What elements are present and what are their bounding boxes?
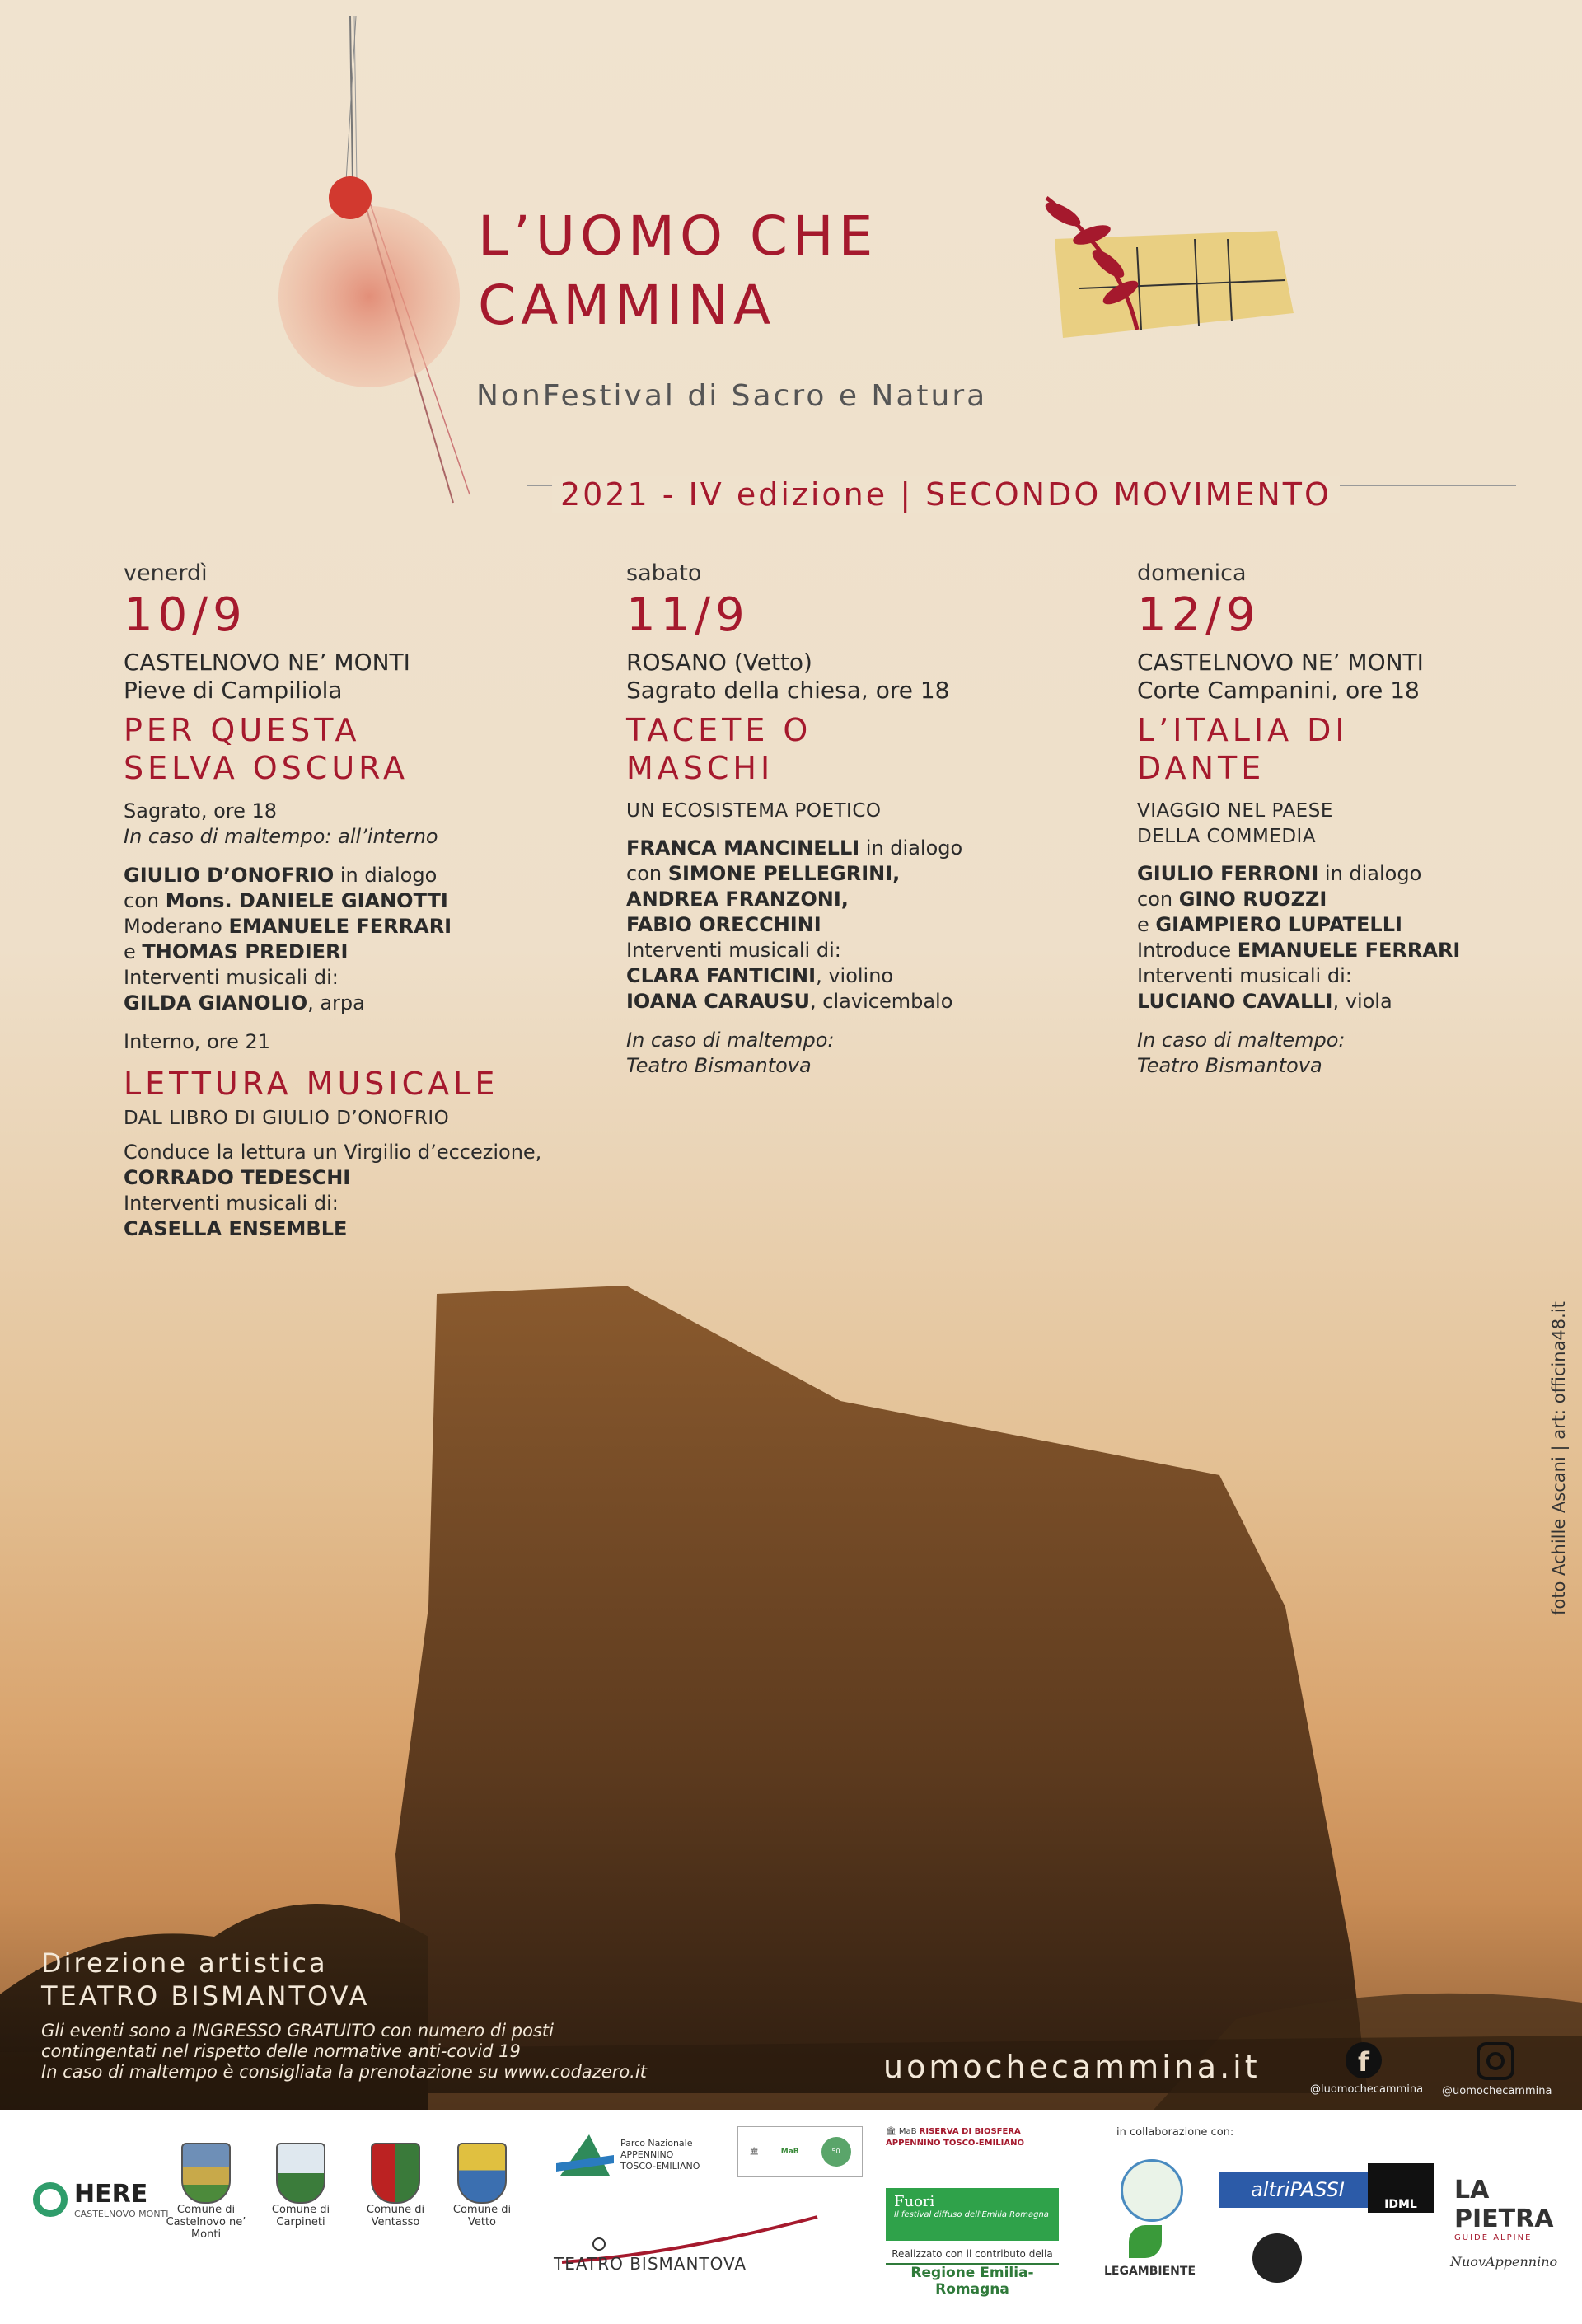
parco-mountain-icon bbox=[556, 2130, 614, 2180]
altripassi-logo: altriPASSI bbox=[1219, 2172, 1376, 2208]
crest-castelnovo: Comune di Castelnovo ne’ Monti bbox=[152, 2143, 260, 2241]
detail-line: GILDA GIANOLIO, arpa bbox=[124, 991, 365, 1014]
detail-line: con SIMONE PELLEGRINI, bbox=[626, 862, 901, 885]
laurel-stone-icon bbox=[1030, 190, 1302, 354]
idml-logo: IDML bbox=[1368, 2163, 1434, 2213]
event-venue: Corte Campanini, ore 18 bbox=[1137, 677, 1420, 704]
detail-line: Interventi musicali di: bbox=[626, 939, 841, 962]
event-details bbox=[1137, 861, 1582, 1079]
event-date: 11/9 bbox=[626, 588, 750, 642]
crest-vetto: Comune di Vetto bbox=[428, 2143, 536, 2228]
detail-line: FABIO ORECCHINI bbox=[626, 913, 821, 936]
festival-title-line2: CAMMINA bbox=[478, 274, 776, 337]
info-notes: Gli eventi sono a INGRESSO GRATUITO con numero di posti contingentati nel rispetto delle normative anti-covid 19 In caso di maltempo è consigliata la prenotazione su www.codazero.it bbox=[41, 2021, 647, 2082]
festival-title-line1: L’UOMO CHE bbox=[478, 204, 878, 268]
website-link[interactable]: uomochecammina.it bbox=[883, 2049, 1261, 2085]
crest-icon bbox=[276, 2143, 325, 2204]
detail-line: CORRADO TEDESCHI bbox=[124, 1166, 351, 1189]
day-column-3 bbox=[1137, 560, 1582, 1079]
detail-line: e THOMAS PREDIERI bbox=[124, 940, 349, 963]
detail-line: FRANCA MANCINELLI in dialogo bbox=[626, 836, 963, 860]
detail-line: ANDREA FRANZONI, bbox=[626, 888, 849, 911]
event-details bbox=[626, 836, 1088, 1079]
detail-line bbox=[124, 850, 585, 863]
detail-line: LUCIANO CAVALLI, viola bbox=[1137, 990, 1392, 1013]
event-location: CASTELNOVO NE’ MONTI bbox=[124, 649, 410, 676]
unesco-mab-logo bbox=[737, 2126, 863, 2185]
here-logo: HERE CASTELNOVO MONTI bbox=[33, 2180, 169, 2219]
event-subtitle: VIAGGIO NEL PAESE bbox=[1137, 800, 1333, 822]
weekday: venerdì bbox=[124, 560, 208, 586]
crest-carpineti: Comune di Carpineti bbox=[247, 2143, 354, 2228]
lapietra-logo: LA PIETRA GUIDE ALPINE bbox=[1454, 2176, 1554, 2242]
facebook-icon: f bbox=[1346, 2042, 1382, 2078]
detail-line: con GINO RUOZZI bbox=[1137, 888, 1327, 911]
detail-line: con Mons. DANIELE GIANOTTI bbox=[124, 889, 448, 912]
festival-subtitle: NonFestival di Sacro e Natura bbox=[476, 379, 988, 413]
event-venue: Sagrato della chiesa, ore 18 bbox=[626, 677, 950, 704]
detail-line: GIULIO D’ONOFRIO in dialogo bbox=[124, 864, 438, 887]
detail-line: Interventi musicali di: bbox=[124, 966, 339, 989]
weekday: domenica bbox=[1137, 560, 1247, 586]
fifty-years-badge: 50 YEARS bbox=[821, 2137, 851, 2167]
detail-line: In caso di maltempo: all’interno bbox=[124, 825, 438, 848]
instagram-icon bbox=[1477, 2042, 1514, 2080]
partners-footer bbox=[0, 2110, 1582, 2324]
fuori-logo: Fuori Il festival diffuso dell'Emilia Romagna bbox=[886, 2188, 1059, 2241]
detail-line: IOANA CARAUSU, clavicembalo bbox=[626, 990, 953, 1013]
riserva-logo: 🏛 MaB RISERVA DI BIOSFERA APPENNINO TOSCO-EMILIANO bbox=[886, 2127, 1024, 2148]
day-column-2 bbox=[626, 560, 1088, 1079]
detail-line: Sagrato, ore 18 bbox=[124, 799, 278, 822]
detail-line: Conduce la lettura un Virgilio d’eccezione, bbox=[124, 1141, 542, 1164]
detail-line: CLARA FANTICINI, violino bbox=[626, 964, 894, 987]
event-location: CASTELNOVO NE’ MONTI bbox=[1137, 649, 1424, 676]
event-details-2 bbox=[124, 1140, 585, 1242]
photo-credit: foto Achille Ascani | art: officina48.it bbox=[1549, 1301, 1569, 1615]
collab-dark-logo bbox=[1252, 2233, 1302, 2283]
nuovappennino-logo: NuovAppennino bbox=[1450, 2254, 1558, 2270]
event-location: ROSANO (Vetto) bbox=[626, 649, 812, 676]
detail-line: Moderano EMANUELE FERRARI bbox=[124, 915, 452, 938]
facebook-link[interactable]: f @luomochecammina bbox=[1310, 2042, 1417, 2096]
crest-ventasso: Comune di Ventasso bbox=[342, 2143, 449, 2228]
detail-line: In caso di maltempo: bbox=[1137, 1028, 1346, 1052]
event-venue: Pieve di Campiliola bbox=[124, 677, 343, 704]
realizzato-label: Realizzato con il contributo della bbox=[892, 2248, 1053, 2260]
detail-line: Teatro Bismantova bbox=[626, 1054, 812, 1077]
event-details bbox=[124, 799, 585, 1055]
detail-line: In caso di maltempo: bbox=[626, 1028, 835, 1052]
event-date: 12/9 bbox=[1137, 588, 1261, 642]
detail-line bbox=[124, 1016, 585, 1029]
here-ring-icon bbox=[33, 2182, 68, 2217]
legambiente-logo: LEGAMBIENTE bbox=[1104, 2225, 1186, 2278]
detail-line: CASELLA ENSEMBLE bbox=[124, 1217, 348, 1240]
detail-line: Introduce EMANUELE FERRARI bbox=[1137, 939, 1461, 962]
unesco-temple-icon: 🏛 bbox=[749, 2148, 759, 2156]
collab-label: in collaborazione con: bbox=[1116, 2126, 1234, 2139]
event-title-2: LETTURA MUSICALE bbox=[124, 1066, 499, 1102]
legambiente-leaf-icon bbox=[1129, 2225, 1162, 2258]
crest-icon bbox=[457, 2143, 507, 2204]
detail-line: GIULIO FERRONI in dialogo bbox=[1137, 862, 1422, 885]
detail-line bbox=[626, 1014, 1088, 1028]
edition-label: 2021 - IV edizione | SECONDO MOVIMENTO bbox=[552, 476, 1340, 513]
mab-icon: MaB bbox=[780, 2148, 799, 2156]
detail-line: Interventi musicali di: bbox=[124, 1192, 339, 1215]
event-subtitle-b: DELLA COMMEDIA bbox=[1137, 826, 1317, 847]
detail-line: Interno, ore 21 bbox=[124, 1030, 271, 1053]
event-date: 10/9 bbox=[124, 588, 247, 642]
artistic-direction: Direzione artistica TEATRO BISMANTOVA bbox=[41, 1947, 370, 2012]
crest-icon bbox=[181, 2143, 231, 2204]
event-title: TACETE O MASCHI bbox=[626, 712, 812, 786]
detail-line bbox=[1137, 1014, 1582, 1028]
event-subtitle-2: DAL LIBRO DI GIULIO D’ONOFRIO bbox=[124, 1108, 450, 1129]
day-column-1 bbox=[124, 560, 585, 1242]
regione-logo: Regione Emilia-Romagna bbox=[886, 2263, 1059, 2298]
event-title: PER QUESTA SELVA OSCURA bbox=[124, 712, 410, 786]
instagram-link[interactable]: @uomochecammina bbox=[1442, 2042, 1549, 2097]
detail-line: e GIAMPIERO LUPATELLI bbox=[1137, 913, 1402, 936]
riserva-unesco-icon: 🏛 MaB bbox=[886, 2127, 920, 2136]
crest-icon bbox=[371, 2143, 420, 2204]
event-title: L’ITALIA DI DANTE bbox=[1137, 712, 1349, 786]
collab-circle-logo bbox=[1121, 2159, 1183, 2222]
event-subtitle: UN ECOSISTEMA POETICO bbox=[626, 800, 882, 822]
teatro-bismantova-logo: TEATRO BISMANTOVA bbox=[554, 2213, 826, 2282]
parco-logo: Parco Nazionale APPENNINO TOSCO-EMILIANO bbox=[556, 2130, 711, 2180]
detail-line: Teatro Bismantova bbox=[1137, 1054, 1322, 1077]
detail-line: Interventi musicali di: bbox=[1137, 964, 1352, 987]
weekday: sabato bbox=[626, 560, 702, 586]
